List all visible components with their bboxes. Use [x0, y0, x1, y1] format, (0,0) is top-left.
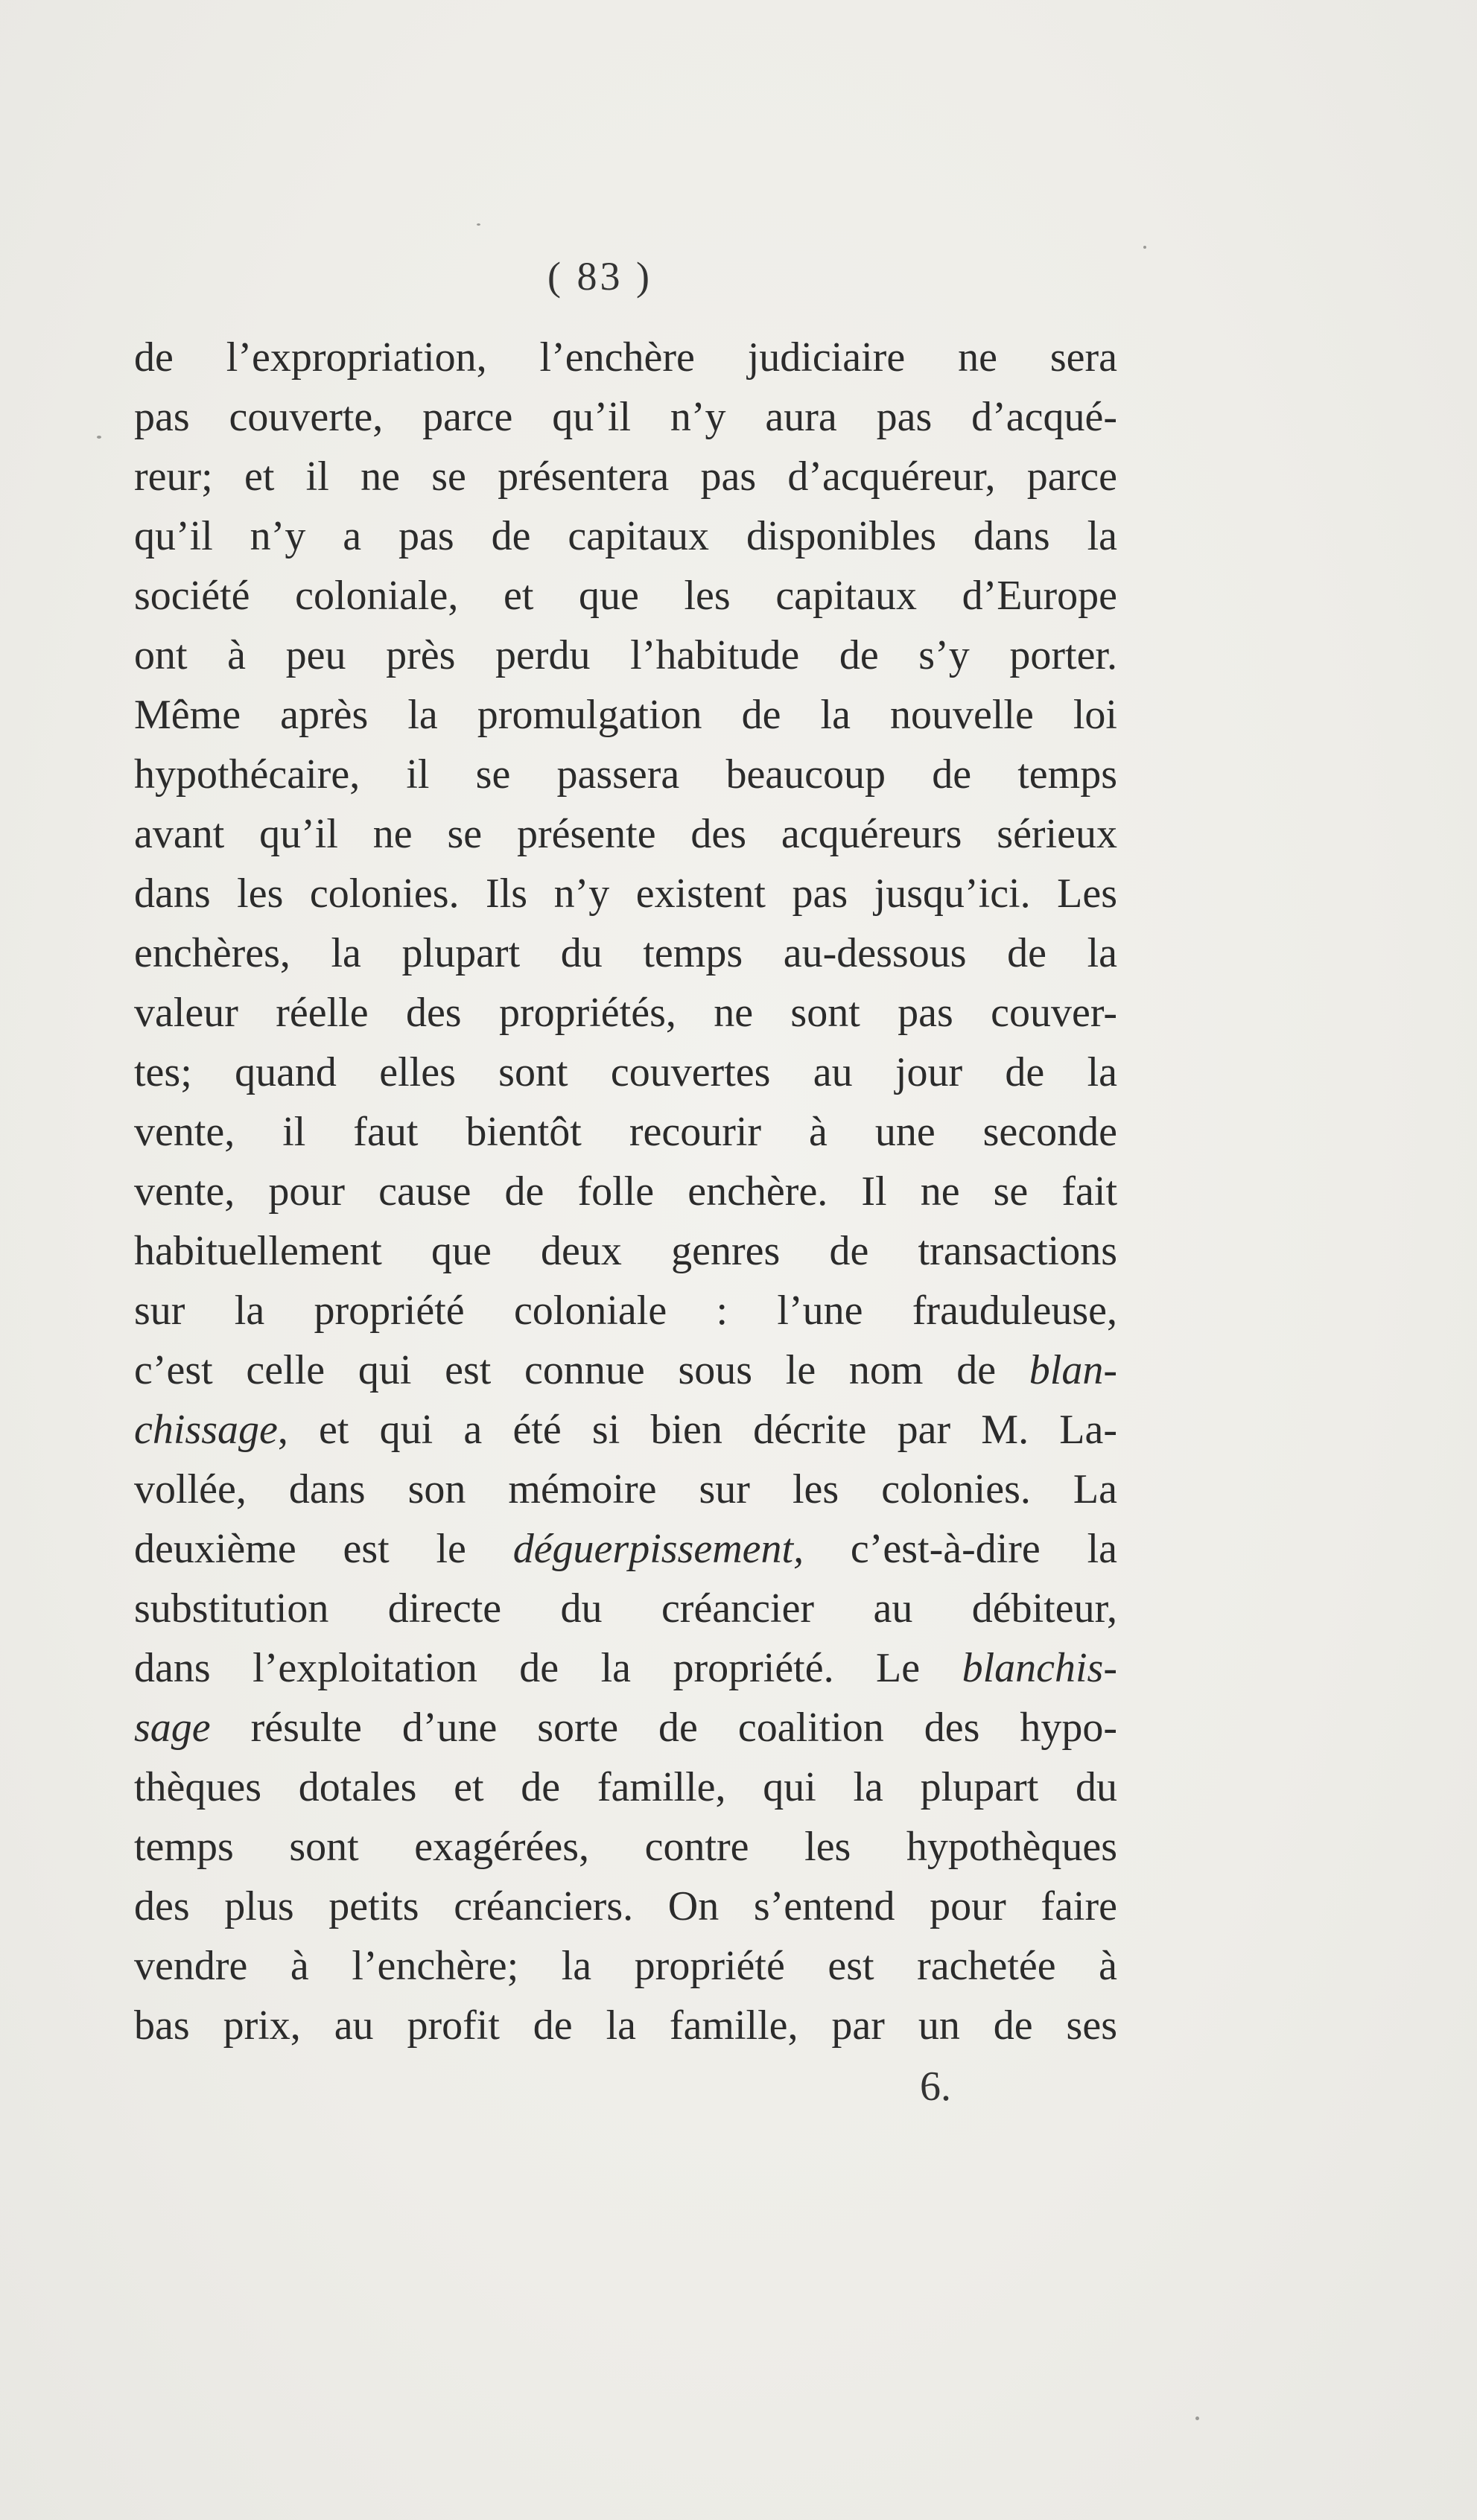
- text-line: [134, 1936, 1117, 1996]
- text-line: [134, 1281, 1117, 1340]
- text-run: deuxième est le: [134, 1526, 513, 1572]
- italic-text: blanchis-: [962, 1645, 1117, 1691]
- text-run: reur; et il ne se présentera pas d’acquéreur, parce: [134, 454, 1117, 500]
- text-line: [134, 566, 1117, 626]
- page-number: ( 83 ): [547, 254, 652, 299]
- text-run: ont à peu près perdu l’habitude de s’y porter.: [134, 632, 1117, 678]
- body-text: [134, 328, 1117, 2055]
- signature-mark: 6.: [920, 2064, 951, 2110]
- text-line: [134, 387, 1117, 447]
- text-line: [134, 1877, 1117, 1936]
- text-line: [134, 685, 1117, 745]
- text-run: sur la propriété coloniale : l’une frauduleuse,: [134, 1288, 1117, 1334]
- text-line: [134, 804, 1117, 864]
- text-line: [134, 1757, 1117, 1817]
- text-run: qu’il n’y a pas de capitaux disponibles dans la: [134, 513, 1117, 559]
- text-line: [134, 1340, 1117, 1400]
- text-line: [134, 1043, 1117, 1102]
- text-run: dans l’exploitation de la propriété. Le: [134, 1645, 962, 1691]
- text-run: hypothécaire, il se passera beaucoup de temps: [134, 751, 1117, 798]
- text-run: valeur réelle des propriétés, ne sont pas couver-: [134, 990, 1117, 1036]
- text-line: [134, 983, 1117, 1043]
- text-line: [134, 1102, 1117, 1162]
- text-line: [134, 328, 1117, 387]
- text-line: [134, 745, 1117, 804]
- text-run: des plus petits créanciers. On s’entend pour faire: [134, 1883, 1117, 1929]
- text-line: [134, 1579, 1117, 1638]
- text-line: [134, 1400, 1117, 1460]
- text-run: vendre à l’enchère; la propriété est rachetée à: [134, 1943, 1117, 1989]
- text-run: bas prix, au profit de la famille, par un de ses: [134, 2002, 1117, 2049]
- text-run: thèques dotales et de famille, qui la plupart du: [134, 1764, 1117, 1810]
- paper-speck: [477, 223, 480, 226]
- text-line: [134, 626, 1117, 685]
- text-line: [134, 1996, 1117, 2055]
- text-run: substitution directe du créancier au débiteur,: [134, 1585, 1117, 1632]
- text-run: de l’expropriation, l’enchère judiciaire ne sera: [134, 334, 1117, 381]
- text-run: temps sont exagérées, contre les hypothèques: [134, 1824, 1117, 1870]
- text-run: , et qui a été si bien décrite par M. La-: [277, 1407, 1117, 1453]
- text-run: dans les colonies. Ils n’y existent pas jusqu’ici. Les: [134, 871, 1117, 917]
- italic-text: sage: [134, 1705, 211, 1751]
- text-run: pas couverte, parce qu’il n’y aura pas d’acqué-: [134, 394, 1117, 440]
- text-run: c’est-à-dire la: [804, 1526, 1117, 1572]
- italic-text: chissage: [134, 1407, 278, 1453]
- text-run: vollée, dans son mémoire sur les colonies. La: [134, 1466, 1117, 1512]
- text-run: société coloniale, et que les capitaux d’Europe: [134, 573, 1117, 619]
- text-run: enchères, la plupart du temps au-dessous de la: [134, 930, 1117, 976]
- text-line: [134, 1698, 1117, 1757]
- text-line: [134, 1817, 1117, 1877]
- text-run: vente, il faut bientôt recourir à une seconde: [134, 1109, 1117, 1155]
- text-line: [134, 447, 1117, 506]
- text-run: habituellement que deux genres de transactions: [134, 1228, 1117, 1274]
- paper-speck: [97, 436, 101, 439]
- text-run: vente, pour cause de folle enchère. Il ne se fait: [134, 1168, 1117, 1215]
- paper-speck: [1195, 2416, 1199, 2420]
- text-line: [134, 1162, 1117, 1221]
- text-line: [134, 506, 1117, 566]
- text-line: [134, 1460, 1117, 1519]
- paper-speck: [1143, 246, 1146, 249]
- text-run: avant qu’il ne se présente des acquéreurs sérieux: [134, 811, 1117, 857]
- text-run: résulte d’une sorte de coalition des hypo-: [210, 1705, 1117, 1751]
- text-line: [134, 1221, 1117, 1281]
- italic-text: blan-: [1029, 1347, 1117, 1393]
- text-run: Même après la promulgation de la nouvelle loi: [134, 692, 1117, 738]
- text-line: [134, 1638, 1117, 1698]
- text-line: [134, 923, 1117, 983]
- italic-text: déguerpissement,: [512, 1526, 804, 1572]
- text-run: tes; quand elles sont couvertes au jour de la: [134, 1049, 1117, 1095]
- text-line: [134, 1519, 1117, 1579]
- text-line: [134, 864, 1117, 923]
- text-run: c’est celle qui est connue sous le nom de: [134, 1347, 1029, 1393]
